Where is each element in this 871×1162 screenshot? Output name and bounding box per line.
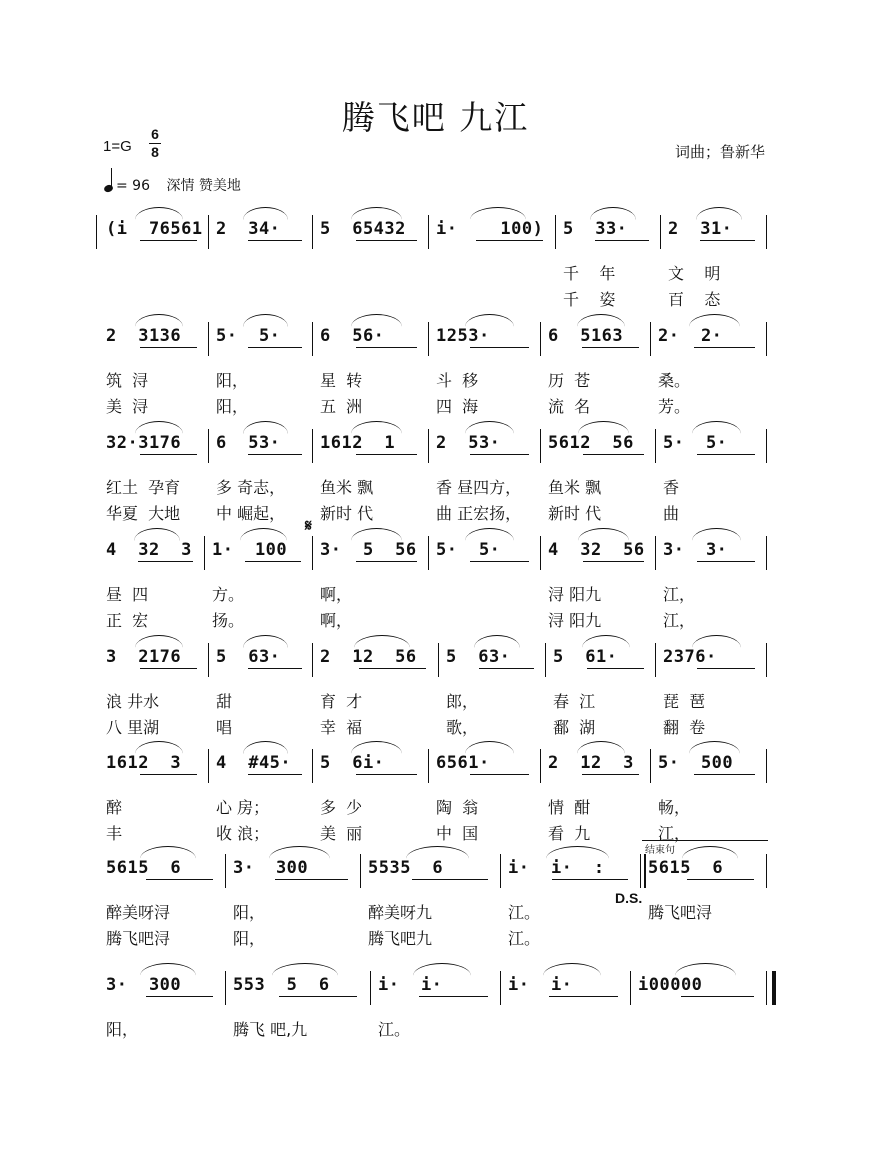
barline	[312, 643, 313, 677]
measure-notes: 1· 100	[212, 540, 288, 560]
measure-notes: 5612 56	[548, 433, 634, 453]
measure-notes: 4 32 56	[548, 540, 645, 560]
barline	[428, 536, 429, 570]
beam-line	[587, 668, 645, 669]
slur	[243, 635, 288, 648]
barline	[312, 429, 313, 463]
measure-notes: 5· 5·	[436, 540, 501, 560]
lyric-verse-1: 多 奇志，	[216, 478, 286, 497]
lyric-verse-2: 江，	[663, 611, 696, 630]
barline	[225, 854, 226, 888]
lyric-verse-2: 收 浪；	[216, 824, 270, 843]
beam-line	[245, 561, 301, 562]
measure-notes: 2 12 3	[548, 753, 634, 773]
lyric-verse-2: 江。	[508, 929, 541, 948]
slur	[474, 635, 521, 648]
slur	[140, 846, 197, 859]
lyric-verse-1: 春 江	[553, 692, 596, 711]
slur	[590, 207, 636, 220]
score-system	[0, 516, 871, 643]
slur	[351, 314, 402, 327]
measure-notes: 5· 5·	[216, 326, 281, 346]
slur	[351, 207, 402, 220]
slur	[465, 528, 514, 541]
measure-notes: 3 2176	[106, 647, 182, 667]
slur	[354, 635, 410, 648]
slur	[577, 314, 625, 327]
slur	[692, 421, 741, 434]
lyric-verse-1: 情 酣	[548, 798, 591, 817]
lyric-verse-2: 中 国	[436, 824, 479, 843]
beam-line	[356, 347, 417, 348]
lyric-verse-1: 江。	[378, 1020, 411, 1039]
slur	[543, 963, 601, 976]
barline	[96, 215, 97, 249]
barline	[208, 215, 209, 249]
measure-notes: 5· 5·	[663, 433, 728, 453]
lyric-verse-2: 阳，	[233, 929, 266, 948]
barline	[766, 536, 767, 570]
beam-line	[138, 561, 193, 562]
lyric-verse-1: 昼 四	[106, 585, 149, 604]
lyric-verse-1: 红土 孕育	[106, 478, 181, 497]
score-system	[0, 421, 871, 536]
measure-notes: 6 5163	[548, 326, 624, 346]
lyric-verse-2: 美 丽	[320, 824, 363, 843]
barline	[540, 536, 541, 570]
beam-line	[470, 347, 529, 348]
song-title: 腾飞吧 九江	[341, 98, 530, 137]
score-system	[0, 741, 871, 856]
slur	[240, 528, 287, 541]
beam-line	[697, 454, 755, 455]
score-system	[0, 314, 871, 429]
beam-line	[700, 240, 755, 241]
measure-notes: 3· 300	[233, 858, 309, 878]
slur	[406, 846, 469, 859]
barline	[766, 322, 767, 356]
measure-notes: 6 53·	[216, 433, 281, 453]
lyric-verse-2: 扬。	[212, 611, 245, 630]
beam-line	[552, 879, 628, 880]
lyric-verse-2: 中 崛起，	[216, 504, 286, 523]
slur	[351, 528, 402, 541]
slur	[582, 635, 630, 648]
ds-marking: D.S.	[615, 890, 643, 906]
lyric-verse-1: 方。	[212, 585, 245, 604]
barline	[500, 971, 501, 1005]
barline	[766, 854, 767, 888]
lyric-verse-1: 腾飞吧浔	[648, 903, 713, 922]
quarter-note-icon	[103, 184, 114, 194]
barline	[208, 322, 209, 356]
measure-notes: 6561·	[436, 753, 490, 773]
lyric-verse-1: 香 昼四方，	[436, 478, 522, 497]
slur	[689, 314, 740, 327]
slur	[692, 635, 741, 648]
barline	[500, 854, 501, 888]
lyric-verse-2: 江，	[658, 824, 691, 843]
beam-line	[248, 347, 302, 348]
lyric-verse-1: 阳，	[233, 903, 266, 922]
slur	[692, 528, 741, 541]
lyric-verse-1: 浪 井水	[106, 692, 160, 711]
lyric-verse-2: 四 海	[436, 397, 479, 416]
beam-line	[697, 668, 755, 669]
score-system	[0, 846, 871, 961]
barline	[630, 971, 631, 1005]
barline	[650, 322, 651, 356]
slur	[675, 963, 736, 976]
barline	[312, 215, 313, 249]
beam-line	[412, 879, 488, 880]
lyric-verse-2: 八 里湖	[106, 718, 160, 737]
measure-notes: 2· 2·	[658, 326, 723, 346]
lyric-verse-1: 育 才	[320, 692, 363, 711]
beam-line	[279, 996, 358, 997]
barline	[312, 536, 313, 570]
barline	[766, 215, 767, 249]
lyric-verse-1: 星 转	[320, 371, 363, 390]
measure-notes: i· i·	[378, 975, 443, 995]
barline	[428, 322, 429, 356]
slur	[140, 963, 197, 976]
lyric-verse-1: 文 明	[668, 264, 721, 283]
measure-notes: 5 63·	[216, 647, 281, 667]
lyric-verse-1: 阳，	[216, 371, 249, 390]
score-system	[0, 963, 871, 1078]
lyric-verse-1: 香	[663, 478, 680, 497]
lyric-verse-1: 江，	[663, 585, 696, 604]
barline	[766, 429, 767, 463]
slur	[272, 963, 338, 976]
beam-line	[583, 454, 644, 455]
lyric-verse-2: 歌，	[446, 718, 479, 737]
measure-notes: 5615 6	[106, 858, 182, 878]
lyric-verse-2: 正 宏	[106, 611, 149, 630]
measure-notes: 5 33·	[563, 219, 628, 239]
measure-notes: 5535 6	[368, 858, 444, 878]
lyric-verse-1: 江。	[508, 903, 541, 922]
beam-line	[356, 454, 417, 455]
barline	[208, 643, 209, 677]
beam-line	[470, 561, 529, 562]
barline	[208, 429, 209, 463]
beam-line	[583, 561, 644, 562]
lyric-verse-1: 浔 阳九	[548, 585, 602, 604]
lyric-verse-2: 浔 阳九	[548, 611, 602, 630]
measure-notes: 2 53·	[436, 433, 501, 453]
beam-line	[694, 347, 755, 348]
lyric-verse-2: 腾飞吧九	[368, 929, 433, 948]
measure-notes: i00000	[638, 975, 703, 995]
beam-line	[595, 240, 650, 241]
slur	[465, 314, 514, 327]
note-stem	[111, 168, 112, 186]
beam-line	[140, 454, 198, 455]
meter-bottom: 8	[151, 144, 159, 160]
slur	[546, 846, 609, 859]
lyric-verse-1: 多 少	[320, 798, 363, 817]
beam-line	[146, 996, 214, 997]
beam-line	[140, 774, 198, 775]
slur	[243, 741, 288, 754]
beam-line	[694, 774, 755, 775]
barline	[555, 215, 556, 249]
measure-notes: 6 56·	[320, 326, 385, 346]
segno-icon: 𝄋	[305, 516, 312, 535]
barline	[208, 749, 209, 783]
barline	[204, 536, 205, 570]
time-signature	[149, 127, 161, 160]
measure-notes: 3· 3·	[663, 540, 728, 560]
barline	[640, 854, 646, 888]
lyric-verse-2: 阳，	[216, 397, 249, 416]
slur	[135, 741, 183, 754]
beam-line	[248, 454, 302, 455]
measure-notes: 5 6i·	[320, 753, 385, 773]
score-system	[0, 635, 871, 750]
lyric-verse-2: 丰	[106, 824, 123, 843]
beam-line	[476, 240, 544, 241]
measure-notes: 5· 500	[658, 753, 734, 773]
lyric-verse-1: 啊，	[320, 585, 353, 604]
lyric-verse-1: 腾飞 吧,九	[233, 1020, 308, 1039]
lyric-verse-1: 斗 移	[436, 371, 479, 390]
lyric-verse-1: 桑。	[658, 371, 691, 390]
slur	[689, 741, 740, 754]
lyric-verse-2: 唱	[216, 718, 233, 737]
lyric-verse-1: 鱼米 飘	[548, 478, 602, 497]
beam-line	[697, 561, 755, 562]
measure-notes: 3· 5 56	[320, 540, 417, 560]
beam-line	[248, 240, 302, 241]
measure-notes: 32·3176	[106, 433, 182, 453]
slur	[351, 421, 402, 434]
measure-notes: 5 65432	[320, 219, 406, 239]
slur	[135, 314, 183, 327]
lyric-verse-1: 陶 翁	[436, 798, 479, 817]
beam-line	[419, 996, 489, 997]
barline	[655, 429, 656, 463]
lyric-verse-2: 幸 福	[320, 718, 363, 737]
slur	[134, 528, 180, 541]
lyric-verse-2: 芳。	[658, 397, 691, 416]
measure-notes: 2 3136	[106, 326, 182, 346]
lyric-verse-2: 美 浔	[106, 397, 149, 416]
beam-line	[140, 240, 198, 241]
slur	[465, 421, 514, 434]
slur	[351, 741, 402, 754]
beam-line	[140, 347, 198, 348]
beam-line	[479, 668, 535, 669]
measure-notes: 2 31·	[668, 219, 733, 239]
barline	[428, 215, 429, 249]
barline	[428, 749, 429, 783]
beam-line	[359, 668, 426, 669]
measure-notes: (i 76561	[106, 219, 203, 239]
barline	[225, 971, 226, 1005]
measure-notes: 1612 1	[320, 433, 396, 453]
slur	[243, 207, 288, 220]
measure-notes: 2 34·	[216, 219, 281, 239]
lyric-verse-2: 翻 卷	[663, 718, 706, 737]
slur	[682, 846, 738, 859]
lyric-verse-2: 新时 代	[320, 504, 374, 523]
lyric-verse-1: 醉美呀九	[368, 903, 433, 922]
barline	[655, 536, 656, 570]
barline	[655, 643, 656, 677]
lyric-verse-1: 琵 琶	[663, 692, 706, 711]
tempo-marking	[104, 172, 241, 195]
slur	[243, 421, 288, 434]
meter-top: 6	[151, 126, 159, 142]
lyric-verse-2: 啊，	[320, 611, 353, 630]
lyric-verse-1: 阳，	[106, 1020, 139, 1039]
measure-notes: i· 100)	[436, 219, 544, 239]
tempo-expression: 深情 赞美地	[166, 178, 241, 194]
lyric-verse-2: 看 九	[548, 824, 591, 843]
barline	[540, 322, 541, 356]
lyric-verse-2: 鄱 湖	[553, 718, 596, 737]
measure-notes: 1253·	[436, 326, 490, 346]
lyric-verse-1: 千 年	[563, 264, 616, 283]
beam-line	[248, 668, 302, 669]
slur	[413, 963, 471, 976]
beam-line	[275, 879, 348, 880]
beam-line	[687, 879, 754, 880]
coda-bracket	[642, 840, 768, 841]
beam-line	[140, 668, 198, 669]
slur	[269, 846, 330, 859]
lyric-verse-1: 甜	[216, 692, 233, 711]
barline	[766, 643, 767, 677]
barline	[766, 971, 776, 1005]
lyric-verse-2: 流 名	[548, 397, 591, 416]
barline	[766, 749, 767, 783]
beam-line	[681, 996, 754, 997]
lyric-verse-1: 郎，	[446, 692, 479, 711]
measure-notes: 5 63·	[446, 647, 511, 667]
lyric-verse-2: 腾飞吧浔	[106, 929, 171, 948]
slur	[135, 635, 183, 648]
barline	[540, 429, 541, 463]
barline	[540, 749, 541, 783]
barline	[360, 854, 361, 888]
slur	[578, 421, 629, 434]
lyric-verse-1: 心 房；	[216, 798, 270, 817]
barline	[438, 643, 439, 677]
beam-line	[582, 347, 640, 348]
slur	[577, 741, 625, 754]
lyric-verse-2: 千 姿	[563, 290, 616, 309]
lyric-verse-1: 鱼米 飘	[320, 478, 374, 497]
barline	[660, 215, 661, 249]
barline	[312, 749, 313, 783]
slur	[470, 207, 527, 220]
lyric-verse-1: 醉	[106, 798, 123, 817]
lyric-verse-1: 筑 浔	[106, 371, 149, 390]
barline	[312, 322, 313, 356]
slur	[135, 421, 183, 434]
lyric-verse-1: 醉美呀浔	[106, 903, 171, 922]
measure-notes: 1612 3	[106, 753, 182, 773]
beam-line	[470, 774, 529, 775]
measure-notes: 4 #45·	[216, 753, 292, 773]
lyric-verse-2: 五 洲	[320, 397, 363, 416]
measure-notes: i· i· :	[508, 858, 605, 878]
barline	[370, 971, 371, 1005]
lyric-verse-1: 历 苍	[548, 371, 591, 390]
lyric-verse-2: 新时 代	[548, 504, 602, 523]
beam-line	[356, 561, 417, 562]
measure-notes: 3· 300	[106, 975, 182, 995]
key-signature: 1=G	[103, 138, 132, 155]
measure-notes: 2376·	[663, 647, 717, 667]
measure-notes: 5 61·	[553, 647, 618, 667]
beam-line	[549, 996, 619, 997]
beam-line	[248, 774, 302, 775]
lyric-verse-1: 畅，	[658, 798, 691, 817]
measure-notes: 553 5 6	[233, 975, 330, 995]
measure-notes: 5615 6	[648, 858, 724, 878]
measure-notes: 2 12 56	[320, 647, 417, 667]
measure-notes: 4 32 3	[106, 540, 192, 560]
lyric-verse-2: 百 态	[668, 290, 721, 309]
barline	[545, 643, 546, 677]
slur	[578, 528, 629, 541]
credit: 词曲；鲁新华	[675, 143, 766, 161]
lyric-verse-2: 曲	[663, 504, 680, 523]
coda-label: 结束句	[645, 845, 675, 856]
barline	[428, 429, 429, 463]
slur	[465, 741, 514, 754]
slur	[135, 207, 183, 220]
slur	[243, 314, 288, 327]
tempo-bpm: = 96	[116, 178, 150, 194]
measure-notes: i· i·	[508, 975, 573, 995]
beam-line	[582, 774, 640, 775]
score-system	[0, 207, 871, 322]
beam-line	[356, 774, 417, 775]
slur	[696, 207, 742, 220]
beam-line	[146, 879, 214, 880]
beam-line	[356, 240, 417, 241]
lyric-verse-2: 曲 正宏扬，	[436, 504, 522, 523]
lyric-verse-2: 华夏 大地	[106, 504, 181, 523]
barline	[650, 749, 651, 783]
beam-line	[470, 454, 529, 455]
